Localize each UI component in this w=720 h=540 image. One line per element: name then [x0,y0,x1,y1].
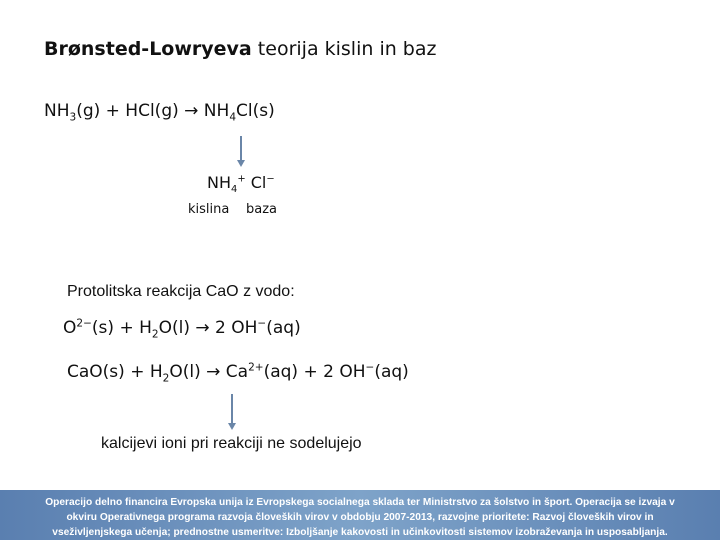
label-baza: baza [246,202,278,217]
equation-nh3-hcl [44,101,275,124]
title-rest: teorija kislin in baz [251,38,437,60]
eq2-part: (s) + H [91,318,152,338]
funding-footer [0,490,720,540]
reaction-arrow-icon: → [184,101,199,121]
footer-line: Operacijo delno financira Evropska unija iz Evropskega socialnega sklada ter Ministrstvo za šolstvo in šport. Operacija se izvaja v [45,497,675,508]
eq2-part: (aq) [266,318,301,338]
eq3-sup: 2+ [248,361,264,374]
ion-part: Cl [245,173,267,192]
eq2-part: O(l) [158,318,196,338]
eq3-sup: − [365,361,375,374]
eq1-sub: 3 [69,111,77,124]
down-arrow-1-line [240,136,242,161]
eq3-part: (aq) [374,362,409,382]
eq2-part: O [63,318,77,338]
eq3-part: CaO(s) + H [67,362,163,382]
subtitle: Protolitska reakcija CaO z vodo: [67,283,295,300]
eq3-part: (aq) + 2 OH [263,362,366,382]
eq2-sup: 2− [76,317,92,330]
note-text: kalcijevi ioni pri reakciji ne sodelujejo [101,435,362,452]
down-arrow-icon [237,160,245,167]
eq1-part: (g) + HCl(g) [76,101,185,121]
eq2-sup: − [257,317,267,330]
eq2-part: 2 OH [209,318,258,338]
eq3-part: Ca [220,362,249,382]
down-arrow-2-line [231,394,233,424]
eq2-sub: 2 [151,328,159,341]
ion-sup: − [266,173,275,185]
ion-part: NH [207,173,231,192]
footer-line: okviru Operativnega programa razvoja človeških virov v obdobju 2007-2013, razvojne prioritete: Razvoj človeških virov in [66,512,654,523]
label-kislina: kislina [188,202,230,217]
equation-cao-water [67,361,409,385]
eq1-part: NH [198,101,230,121]
down-arrow-icon [228,423,236,430]
page-title [44,38,436,60]
title-bold: Brønsted-Lowryeva [44,38,252,60]
reaction-arrow-icon: → [206,362,221,382]
eq3-sub: 2 [162,372,170,385]
ions-line [207,173,275,196]
footer-line: vseživljenjskega učenja; prednostne usmeritve: Izboljšanje kakovosti in učinkovitosti sistemov izobraževanja in usposabljanja. [52,527,668,538]
reaction-arrow-icon: → [195,318,210,338]
ion-sub: 4 [231,184,238,196]
ion-sup: + [237,173,246,185]
eq1-sub: 4 [229,111,237,124]
eq3-part: O(l) [169,362,207,382]
eq1-part: Cl(s) [236,101,275,121]
equation-o2-water [63,317,301,341]
eq1-part: NH [44,101,70,121]
